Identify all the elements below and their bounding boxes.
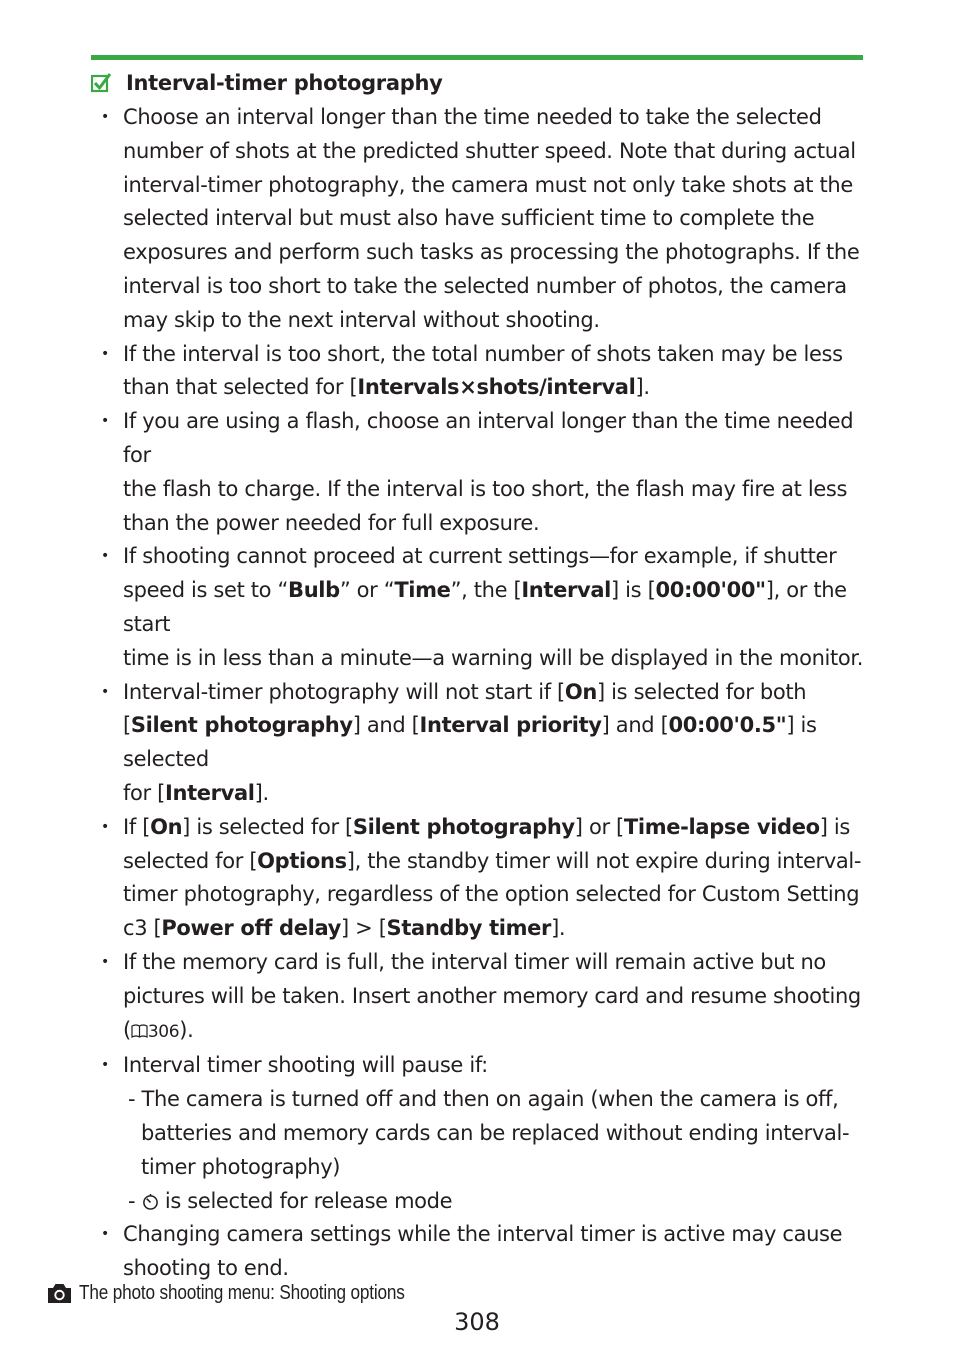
bullet-list [91, 101, 881, 1286]
bullet-item: • If [On] is selected for [Silent photography] or [Time-lapse video] is selected for [Options], the standby timer will not expire during interval- timer photography, regardless of the option selected for Custom Setting c3 [Power off delay] > [Standby timer]. [91, 811, 881, 946]
bullet-item: • If you are using a flash, choose an interval longer than the time needed for the flash to charge. If the interval is too short, the flash may fire at less than the power needed for full exposure. [91, 405, 881, 540]
bullet-item: • Interval-timer photography will not start if [On] is selected for both [Silent photography] and [Interval priority] and [00:00'0.5"] is selected for [Interval]. [91, 676, 881, 811]
bullet-marker: • [101, 953, 109, 970]
checkmark-icon [91, 73, 111, 93]
page-number: 308 [454, 1308, 500, 1336]
bullet-marker: • [101, 683, 109, 700]
bullet-marker: • [101, 1226, 109, 1243]
bullet-marker: • [101, 109, 109, 125]
bullet-item: • Interval timer shooting will pause if: [91, 1049, 881, 1083]
bullet-marker: • [101, 345, 109, 362]
section-heading [91, 66, 443, 100]
heading-title: Interval-timer photography [126, 71, 443, 95]
bullet-marker: • [101, 818, 109, 835]
footer-breadcrumb[interactable] [46, 1278, 458, 1308]
section-rule [91, 55, 863, 60]
footer-section-title[interactable]: The photo shooting menu: Shooting options [79, 1281, 405, 1304]
bullet-marker: • [101, 548, 109, 565]
sub-item: - is selected for release mode [128, 1188, 453, 1213]
bullet-item: • Choose an interval longer than the time needed to take the selected number of shots at the predicted shutter speed. Note that during actual interval-timer photography, the camera must not only take shots at the selected interval but must also have sufficient time to complete the exposures and perform such tasks as processing the photographs. If the interval is too short to take the selected number of photos, the camera may skip to the next interval without shooting. [91, 101, 881, 338]
bullet-item: • If shooting cannot proceed at current settings—for example, if shutter speed is set to “Bulb” or “Time”, the [Interval] is [00:00'00"], or the start time is in less than a minute—a warning will be displayed in the monitor. [91, 540, 881, 675]
camera-icon [46, 1282, 73, 1304]
bullet-marker: • [101, 1057, 109, 1074]
bullet-item: • If the interval is too short, the total number of shots taken may be less than that selected for [Intervals×shots/interval]. [91, 338, 881, 406]
sub-item: - The camera is turned off and then on again (when the camera is off, batteries and memory cards can be replaced without ending interval- timer photography) [128, 1087, 850, 1179]
page-reference-link[interactable]: 306 [147, 1021, 180, 1042]
self-timer-icon [142, 1193, 159, 1210]
bullet-marker: • [101, 413, 109, 430]
bullet-item: • If the memory card is full, the interval timer will remain active but no pictures will be taken. Insert another memory card and resume shooting ( 306). [91, 946, 881, 1049]
bullet-item: • Changing camera settings while the interval timer is active may cause shooting to end. [91, 1218, 881, 1286]
menu-item-reference: Intervals×shots/interval [357, 375, 636, 400]
book-reference-icon [131, 1024, 148, 1038]
